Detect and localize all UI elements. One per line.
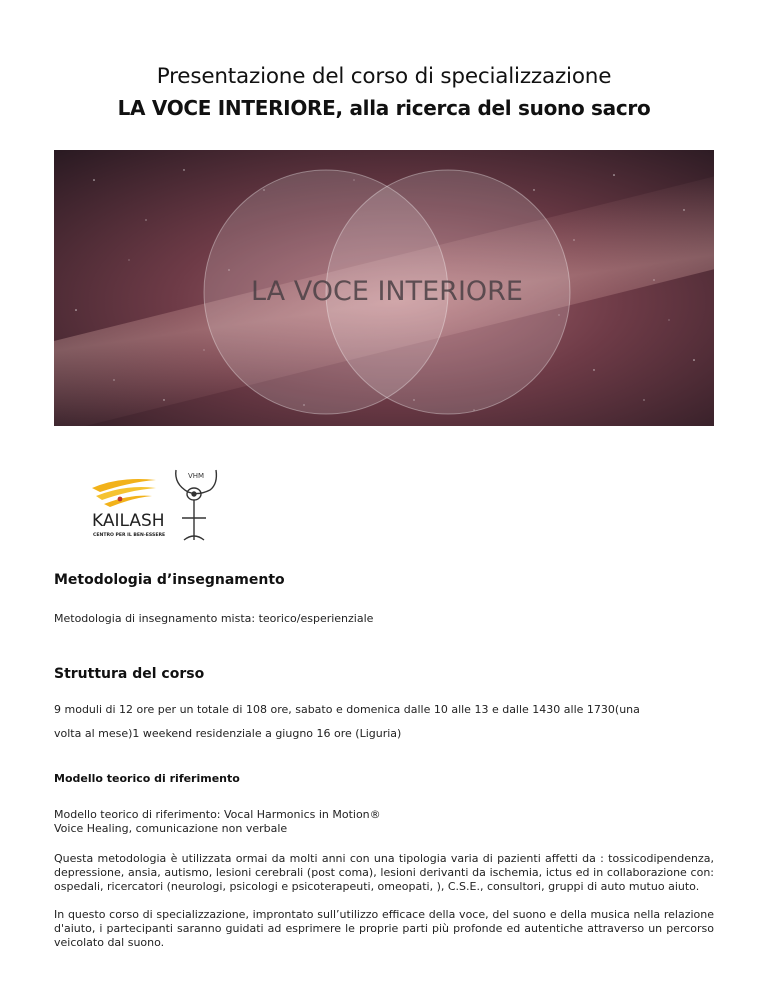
structure-line-1: 9 moduli di 12 ore per un totale di 108 ore, sabato e domenica dalle 10 alle 13 e dalle 1430 alle 1730(una bbox=[54, 703, 640, 716]
methodology-heading: Metodologia d’insegnamento bbox=[54, 572, 285, 588]
course-title: LA VOCE INTERIORE, alla ricerca del suono sacro bbox=[117, 96, 651, 120]
kailash-tagline: CENTRO PER IL BEN-ESSERE bbox=[93, 533, 166, 538]
methodology-text: Metodologia di insegnamento mista: teorico/esperienziale bbox=[54, 612, 374, 625]
structure-heading: Struttura del corso bbox=[54, 666, 205, 682]
partner-logos bbox=[90, 462, 250, 548]
banner-image bbox=[54, 150, 714, 426]
structure-line-2: volta al mese)1 weekend residenziale a giugno 16 ore (Liguria) bbox=[54, 727, 402, 740]
kailash-name: KAILASH bbox=[92, 511, 165, 531]
model-line-2: Voice Healing, comunicazione non verbale bbox=[54, 822, 288, 835]
vhm-logo bbox=[176, 470, 217, 540]
model-paragraph-2: In questo corso di specializzazione, improntato sull’utilizzo efficace della voce, del suono e della musica nella relazione d'aiuto, i partecipanti saranno guidati ad esprimere le proprie parti più profonde ed autentiche attraverso un percorso veicolato dal suono. bbox=[54, 908, 714, 949]
kailash-logo bbox=[92, 479, 165, 538]
banner-title: LA VOCE INTERIORE bbox=[251, 276, 523, 307]
model-line-1: Modello teorico di riferimento: Vocal Harmonics in Motion® bbox=[54, 808, 381, 821]
model-paragraph-1: Questa metodologia è utilizzata ormai da molti anni con una tipologia varia di pazienti affetti da : tossicodipendenza, depressione, ansia, autismo, lesioni cerebrali (post coma), lesioni derivanti da ischemia, ictus ed in collaborazione con: ospedali, ricercatori (neurologi, psicologi e psicoterapeuti, omeopati, ), C.S.E., consultori, gruppi di auto mutuo aiuto. bbox=[54, 852, 714, 893]
model-heading: Modello teorico di riferimento bbox=[54, 772, 240, 785]
document-title: Presentazione del corso di specializzazione bbox=[156, 64, 612, 89]
vhm-monogram: VHM bbox=[187, 472, 205, 480]
